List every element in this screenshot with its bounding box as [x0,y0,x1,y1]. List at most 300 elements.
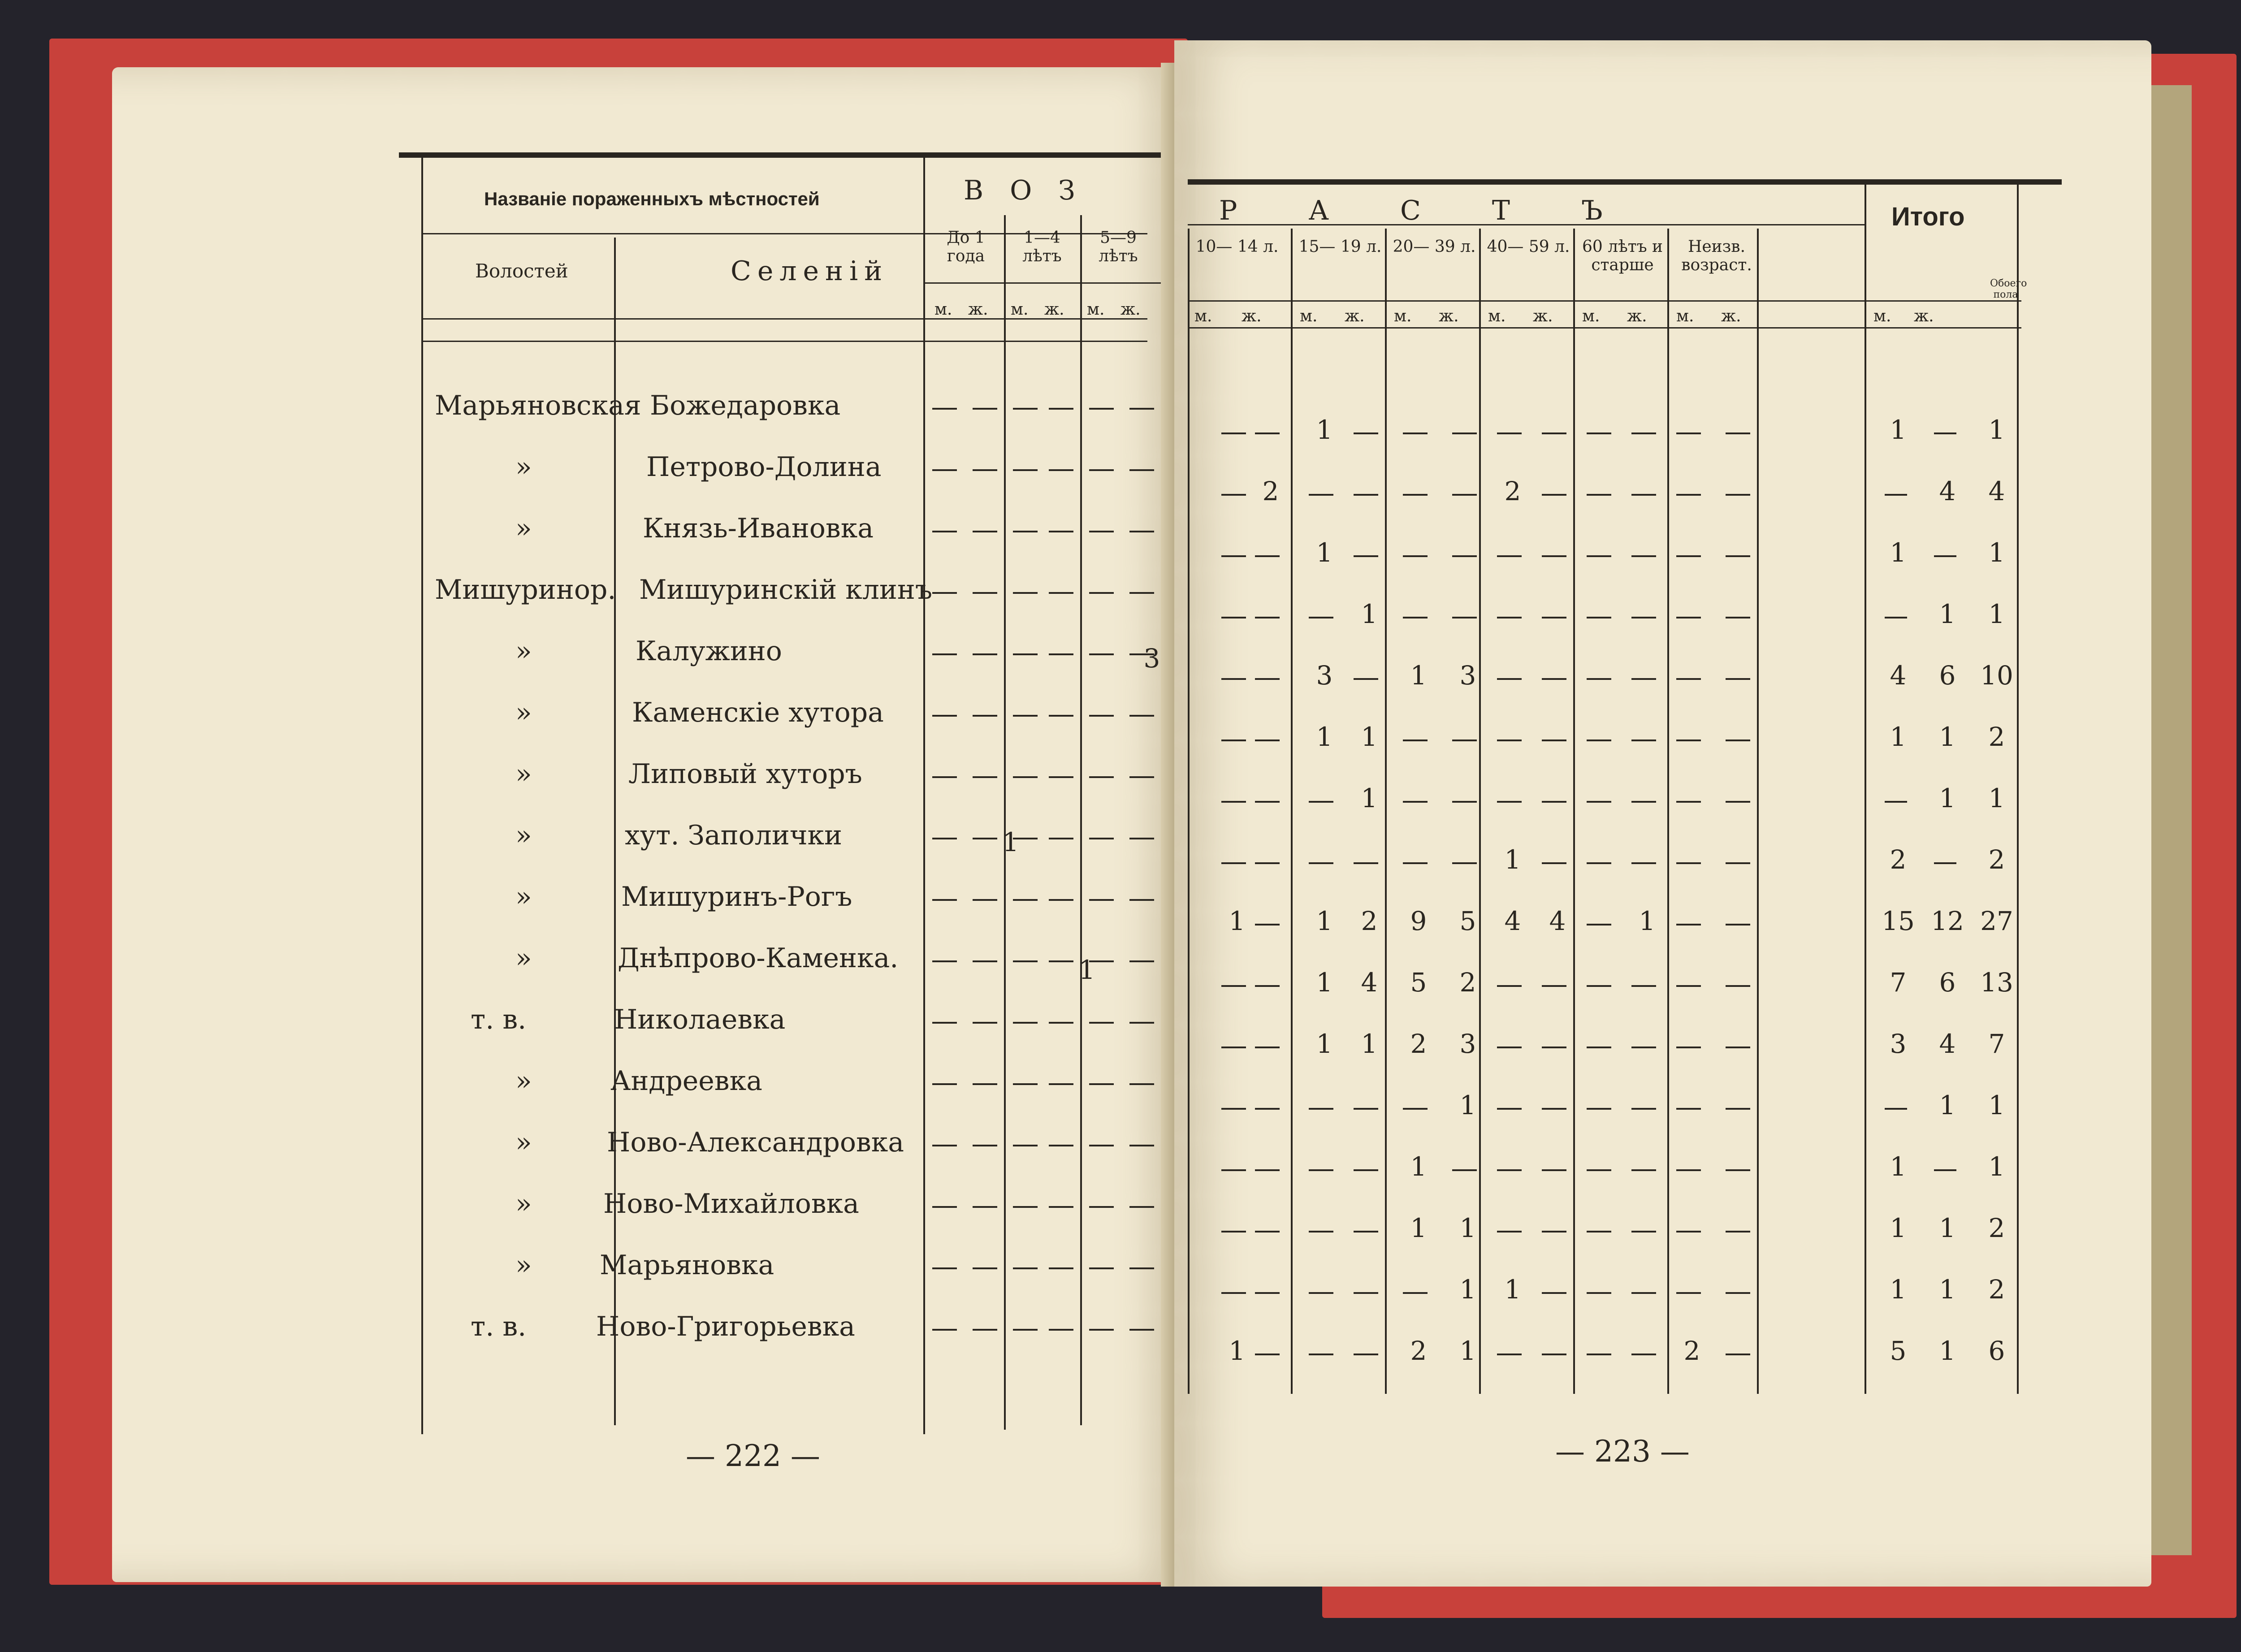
empty-dash [1497,1108,1522,1110]
cell-value: 1 [1316,537,1333,568]
empty-dash [1587,801,1611,803]
empty-dash [1726,862,1750,864]
empty-dash [1452,1169,1477,1171]
grid-line [1291,229,1293,1394]
empty-dash [1542,678,1566,680]
header-age-label: В О З [964,175,1084,206]
empty-dash [1676,1169,1701,1171]
empty-dash [1013,653,1038,655]
cell-value: 2 [1504,476,1521,506]
empty-dash [1542,985,1566,987]
empty-dash [1354,1169,1378,1171]
empty-dash [1542,1354,1566,1355]
empty-dash [1013,1206,1038,1208]
header-total: Итого [1891,202,1965,231]
header-age: Неизв. возраст. [1681,238,1752,274]
row-village: Ново-Григорьевка [596,1311,855,1342]
empty-dash [1726,801,1750,803]
empty-dash [1631,1108,1656,1110]
empty-dash [1587,862,1611,864]
empty-dash [1013,1329,1038,1331]
total-value: 1 [1939,783,1956,813]
empty-dash [1631,1047,1656,1048]
empty-dash [1726,432,1750,434]
mark-dneprovo: 1 [1078,955,1095,985]
total-value: 1 [1988,599,2005,629]
empty-dash [1309,494,1333,496]
empty-dash [1049,1083,1073,1085]
right-page [1174,40,2151,1587]
empty-dash [973,653,997,655]
empty-dash [1129,838,1154,839]
cell-value: 1 [1361,783,1378,813]
grid-line [1188,229,1190,1394]
empty-dash [1013,408,1038,410]
empty-dash [1497,678,1522,680]
empty-dash [1129,899,1154,901]
empty-dash [1221,432,1246,434]
header-sex: ж. [1533,307,1553,325]
empty-dash [1129,1022,1154,1024]
empty-dash [1631,678,1656,680]
empty-dash [1129,1267,1154,1269]
empty-dash [1255,1108,1280,1110]
header-sex: ж. [1627,307,1647,325]
total-value: 1 [1890,415,1907,445]
empty-dash [1309,617,1333,618]
empty-dash [1587,617,1611,618]
empty-dash [1726,1169,1750,1171]
empty-dash [1089,653,1114,655]
cell-value: 1 [1639,906,1656,936]
grid-line [1573,229,1575,1394]
empty-dash [1049,715,1073,717]
cell-value: 1 [1361,722,1378,752]
empty-dash [1726,1108,1750,1110]
empty-dash [1129,1206,1154,1208]
empty-dash [1403,1108,1428,1110]
empty-dash [1676,1047,1701,1048]
total-value: 3 [1890,1029,1907,1059]
empty-dash [973,776,997,778]
empty-dash [973,408,997,410]
empty-dash [1631,617,1656,618]
row-volost: » [515,1065,532,1097]
empty-dash [1049,653,1073,655]
total-value: 6 [1939,967,1956,998]
total-value: 10 [1980,660,2013,691]
empty-dash [1726,1354,1750,1355]
empty-dash [1221,1292,1246,1294]
header-sex: ж. [1242,307,1262,325]
row-volost: » [515,636,532,667]
empty-dash [1013,1145,1038,1146]
empty-dash [1934,432,1956,434]
total-value: 2 [1988,844,2005,875]
total-value: 1 [1988,537,2005,568]
grid-line [1667,229,1669,1394]
empty-dash [1452,555,1477,557]
empty-dash [1587,1354,1611,1355]
empty-dash [1676,985,1701,987]
empty-dash [1403,862,1428,864]
header-sex: ж. [1721,307,1741,325]
grid-line [2017,229,2019,1394]
empty-dash [1255,617,1280,618]
cell-value: 1 [1361,1029,1378,1059]
row-volost: » [515,451,532,483]
empty-dash [1013,776,1038,778]
empty-dash [1255,1231,1280,1233]
cell-value: 1 [1459,1336,1476,1366]
empty-dash [1497,432,1522,434]
empty-dash [1049,1022,1073,1024]
cell-value: 3 [1316,660,1333,691]
header-volost: Волостей [475,260,568,282]
empty-dash [1631,740,1656,741]
empty-dash [932,776,957,778]
empty-dash [1129,1329,1154,1331]
empty-dash [973,1329,997,1331]
header-age: 60 лѣтъ и старше [1582,238,1663,274]
sex-m: м. [1011,300,1029,319]
empty-dash [1676,924,1701,925]
cell-value: 1 [1316,415,1333,445]
empty-dash [1452,494,1477,496]
empty-dash [1255,924,1280,925]
empty-dash [1403,555,1428,557]
row-village: Липовый хуторъ [628,758,862,790]
empty-dash [1726,1292,1750,1294]
row-village: Николаевка [614,1004,786,1035]
empty-dash [932,1329,957,1331]
empty-dash [1255,678,1280,680]
empty-dash [1542,1292,1566,1294]
cell-value: 1 [1316,906,1333,936]
empty-dash [932,1145,957,1146]
empty-dash [1049,469,1073,471]
empty-dash [1089,1329,1114,1331]
empty-dash [1129,408,1154,410]
empty-dash [1452,740,1477,741]
empty-dash [1129,776,1154,778]
total-value: 1 [1939,1090,1956,1120]
empty-dash [973,960,997,962]
header-age: 20— 39 л. [1393,238,1476,256]
empty-dash [1587,924,1611,925]
cell-value: 1 [1504,1274,1521,1305]
empty-dash [1587,1169,1611,1171]
empty-dash [1255,740,1280,741]
empty-dash [1221,617,1246,618]
empty-dash [1542,740,1566,741]
empty-dash [1497,740,1522,741]
sex-f: ж. [968,300,988,319]
cell-value: 2 [1410,1029,1427,1059]
empty-dash [1255,862,1280,864]
empty-dash [1089,776,1114,778]
row-volost: Марьяновская [435,390,641,421]
empty-dash [1129,715,1154,717]
sex-m: м. [934,300,952,319]
empty-dash [932,1206,957,1208]
empty-dash [1542,432,1566,434]
empty-dash [973,592,997,594]
empty-dash [1221,1108,1246,1110]
empty-dash [1255,555,1280,557]
empty-dash [1255,1354,1280,1355]
empty-dash [1497,1231,1522,1233]
cell-value: 5 [1410,967,1427,998]
empty-dash [1255,432,1280,434]
empty-dash [1309,1169,1333,1171]
empty-dash [1631,1354,1656,1355]
empty-dash [1452,617,1477,618]
empty-dash [1676,1292,1701,1294]
empty-dash [1726,1231,1750,1233]
total-value: 1 [1890,722,1907,752]
empty-dash [1013,1083,1038,1085]
empty-dash [1497,801,1522,803]
empty-dash [932,960,957,962]
empty-dash [1885,494,1907,496]
total-value: 7 [1988,1029,2005,1059]
empty-dash [1089,1145,1114,1146]
empty-dash [1354,494,1378,496]
empty-dash [1089,469,1114,471]
header-sex: м. [1488,307,1506,325]
empty-dash [1309,801,1333,803]
total-value: 6 [1988,1336,2005,1366]
empty-dash [1587,432,1611,434]
empty-dash [973,531,997,532]
row-volost: » [515,820,532,851]
empty-dash [1221,740,1246,741]
empty-dash [973,1267,997,1269]
empty-dash [1129,592,1154,594]
total-value: 1 [1988,415,2005,445]
empty-dash [932,408,957,410]
grid-line [2017,184,2019,229]
row-volost: т. в. [471,1004,527,1035]
empty-dash [932,1267,957,1269]
empty-dash [932,592,957,594]
empty-dash [1452,432,1477,434]
empty-dash [1089,1083,1114,1085]
empty-dash [1049,531,1073,532]
empty-dash [1309,1354,1333,1355]
empty-dash [1049,899,1073,901]
empty-dash [1726,1047,1750,1048]
grid-line [1865,229,1866,1394]
total-value: 1 [1890,1151,1907,1182]
empty-dash [1354,555,1378,557]
empty-dash [1676,1231,1701,1233]
cell-value: 1 [1459,1213,1476,1243]
cell-value: 2 [1410,1336,1427,1366]
empty-dash [1354,1292,1378,1294]
empty-dash [1255,801,1280,803]
empty-dash [1497,617,1522,618]
total-value: 1 [1890,1213,1907,1243]
cell-value: 4 [1361,967,1378,998]
empty-dash [1129,1083,1154,1085]
empty-dash [1497,555,1522,557]
empty-dash [1013,715,1038,717]
empty-dash [1255,1047,1280,1048]
total-value: 2 [1988,1274,2005,1305]
empty-dash [1403,1292,1428,1294]
empty-dash [932,531,957,532]
total-value: 15 [1882,906,1915,936]
cell-value: 1 [1410,1213,1427,1243]
empty-dash [1587,1231,1611,1233]
empty-dash [1089,1206,1114,1208]
empty-dash [1631,1231,1656,1233]
row-volost: Мишуринор. [435,574,616,605]
header-sex: ж. [1439,307,1459,325]
row-volost: » [515,943,532,974]
empty-dash [1726,740,1750,741]
empty-dash [1934,1169,1956,1171]
header-sex: ж. [1345,307,1365,325]
header-age: 15— 19 л. [1298,238,1382,256]
total-value: 2 [1988,1213,2005,1243]
empty-dash [1542,1047,1566,1048]
empty-dash [1129,1145,1154,1146]
empty-dash [1221,494,1246,496]
empty-dash [1587,740,1611,741]
total-value: 4 [1890,660,1907,691]
empty-dash [1934,555,1956,557]
sex-f: ж. [1044,300,1064,319]
empty-dash [1885,617,1907,618]
row-volost: » [515,1250,532,1281]
mark-zapolichki: 1 [1002,827,1019,857]
header-sex: м. [1194,307,1212,325]
empty-dash [1587,555,1611,557]
empty-dash [1049,1145,1073,1146]
empty-dash [1452,862,1477,864]
cell-value: 1 [1459,1090,1476,1120]
empty-dash [1676,678,1701,680]
empty-dash [1542,555,1566,557]
total-value: 1 [1988,1090,2005,1120]
empty-dash [1255,1169,1280,1171]
empty-dash [1089,838,1114,839]
row-volost: » [515,697,532,728]
empty-dash [1129,531,1154,532]
empty-dash [1587,494,1611,496]
empty-dash [1013,592,1038,594]
empty-dash [1049,1329,1073,1331]
mark-kaluzhino: 3 [1143,643,1160,674]
empty-dash [1309,862,1333,864]
row-village: Ново-Александровка [607,1127,904,1158]
total-value: 6 [1939,660,1956,691]
empty-dash [1726,985,1750,987]
empty-dash [1452,801,1477,803]
cell-value: 9 [1410,906,1427,936]
empty-dash [932,469,957,471]
empty-dash [1676,617,1701,618]
empty-dash [1221,678,1246,680]
cell-value: 1 [1316,967,1333,998]
header-age-2: 5—9 лѣтъ [1099,229,1138,265]
empty-dash [1631,1169,1656,1171]
header-both: Обоего пола [1990,278,2027,300]
row-village: хут. Заполички [625,820,843,851]
empty-dash [1542,1231,1566,1233]
header-sex: ж. [1914,307,1934,325]
total-value: 1 [1988,783,2005,813]
empty-dash [1013,531,1038,532]
empty-dash [1631,555,1656,557]
empty-dash [1309,1292,1333,1294]
empty-dash [1587,985,1611,987]
empty-dash [1049,592,1073,594]
empty-dash [1089,715,1114,717]
empty-dash [1497,1047,1522,1048]
row-village: Князь-Ивановка [643,513,874,544]
empty-dash [1587,1292,1611,1294]
cell-value: 4 [1504,906,1521,936]
empty-dash [1221,1231,1246,1233]
empty-dash [1089,1267,1114,1269]
row-village: Каменскіе хутора [632,697,884,728]
empty-dash [1497,985,1522,987]
empty-dash [973,899,997,901]
empty-dash [1221,555,1246,557]
cell-value: 1 [1504,844,1521,875]
row-volost: » [515,1127,532,1158]
empty-dash [1885,1108,1907,1110]
grid-line [1757,229,1759,1394]
row-village: Днѣпрово-Каменка. [618,943,899,974]
empty-dash [932,715,957,717]
row-village: Божедаровка [650,390,841,421]
cell-value: 1 [1410,660,1427,691]
cell-value: 3 [1459,660,1476,691]
empty-dash [1403,432,1428,434]
row-village: Калужино [636,636,782,667]
empty-dash [1726,494,1750,496]
empty-dash [932,653,957,655]
total-value: 1 [1939,1336,1956,1366]
page-number-right: — 223 — [1555,1434,1690,1469]
empty-dash [1089,408,1114,410]
header-sex: м. [1582,307,1600,325]
sex-f: ж. [1120,300,1141,319]
empty-dash [1354,678,1378,680]
cell-value: 5 [1459,906,1476,936]
header-age-1: 1—4 лѣтъ [1022,229,1062,265]
empty-dash [1726,678,1750,680]
empty-dash [1013,1022,1038,1024]
empty-dash [1726,924,1750,925]
empty-dash [973,715,997,717]
empty-dash [1089,899,1114,901]
empty-dash [1631,985,1656,987]
row-volost: т. в. [471,1311,527,1342]
cell-value: 1 [1361,599,1378,629]
empty-dash [1013,1267,1038,1269]
row-village: Мишуринъ-Рогъ [621,881,852,912]
header-age: 10— 14 л. [1195,238,1279,256]
left-page [112,67,1179,1582]
empty-dash [1049,1206,1073,1208]
header-sex: м. [1676,307,1694,325]
